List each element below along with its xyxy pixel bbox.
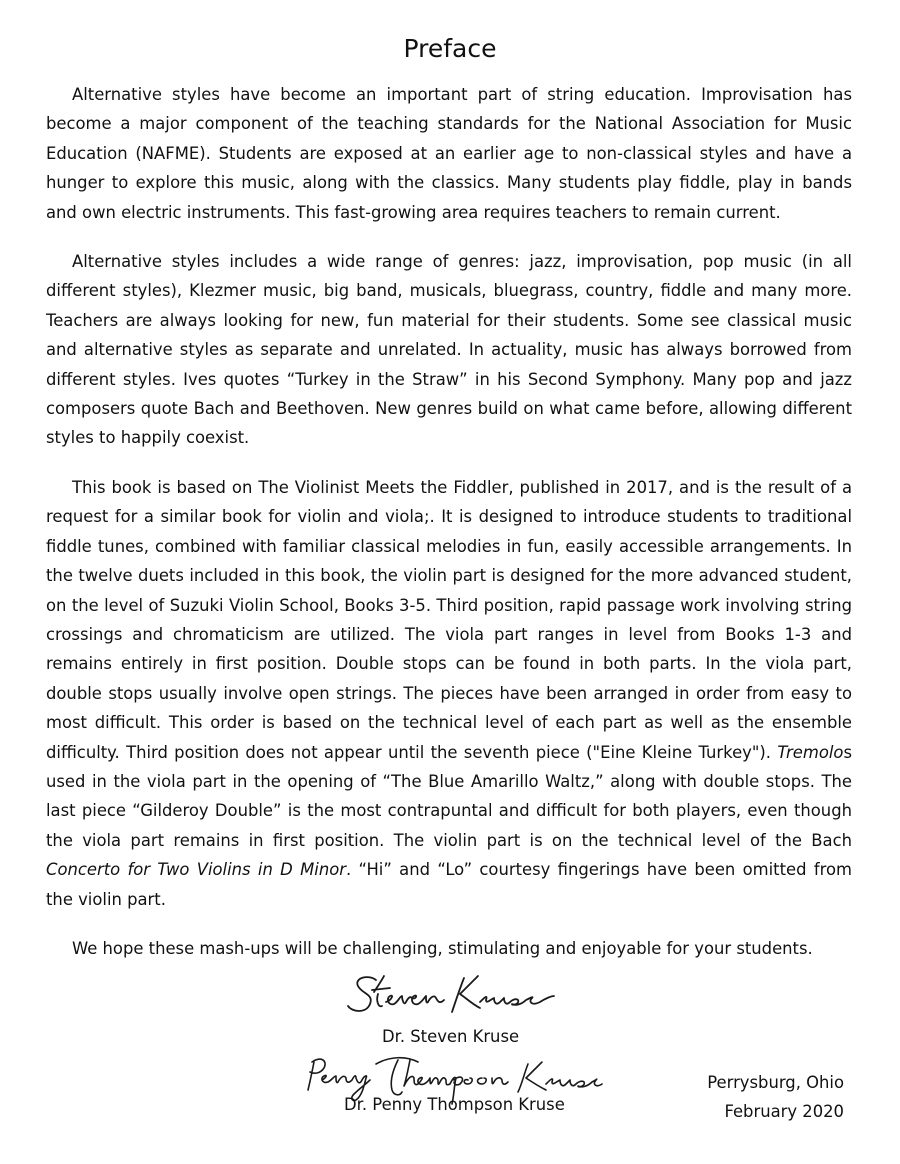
paragraph-2: Alternative styles includes a wide range of genres: jazz, improvisation, pop music (in all different styles), Klezmer music, big band, musicals, bluegrass, country, fiddle and many more. Teachers are always looking for new, fun material for their students. Some see classical music and alternative styles as separate and unrelated. In actuality, music has always borrowed from different styles. Ives quotes “Turkey in the Straw” in his Second Symphony. Many pop and jazz composers quote Bach and Beethoven. New genres build on what came before, allowing different styles to happily coexist. bbox=[46, 252, 852, 448]
tremolo-italic: Tremolo bbox=[777, 742, 844, 762]
paragraph-3-part-c: . “Hi” and “Lo” courtesy fingerings have been omitted from the violin part. bbox=[46, 860, 852, 909]
paragraph-3-part-a: This book is based on The Violinist Meets the Fiddler, published in 2017, and is the result of a request for a similar book for violin and viola;. It is designed to introduce students to traditional fiddle tunes, combined with familiar classical melodies in fun, easily accessible arrangements. In the twelve duets included in this book, the violin part is designed for the more advanced student, on the level of Suzuki Violin School, Books 3-5. Third position, rapid passage work involving string crossings and chromaticism are utilized. The viola part ranges in level from Books 1-3 and remains entirely in first position. Double stops can be found in both parts. In the viola part, double stops usually involve open strings. The pieces have been arranged in order from easy to most difficult. This order is based on the technical level of each part as well as the ensemble difficulty. Third position does not appear until the seventh piece ("Eine Kleine Turkey"). bbox=[46, 477, 852, 762]
penny-thompson-kruse-name: Dr. Penny Thompson Kruse bbox=[344, 1095, 565, 1114]
paragraph-4: We hope these mash-ups will be challenging, stimulating and enjoyable for your students. bbox=[72, 938, 813, 958]
location-date: February 2020 bbox=[724, 1102, 844, 1121]
steven-kruse-signature bbox=[346, 968, 556, 1022]
page-title: Preface bbox=[403, 34, 497, 63]
preface-body bbox=[46, 80, 852, 963]
steven-kruse-name: Dr. Steven Kruse bbox=[382, 1027, 520, 1046]
paragraph-1: Alternative styles have become an important part of string education. Improvisation has become a major component of the teaching standards for the National Association for Music Education (NAFME). Students are exposed at an earlier age to non-classical styles and have a hunger to explore this music, along with the classics. Many students play fiddle, play in bands and own electric instruments. This fast-growing area requires teachers to remain current. bbox=[46, 85, 852, 222]
location-city: Perrysburg, Ohio bbox=[707, 1073, 844, 1092]
paragraph-3-part-b: s used in the viola part in the opening of “The Blue Amarillo Waltz,” along with double stops. The last piece “Gilderoy Double” is the most contrapuntal and difficult for both players, even though the viola part remains in first position. The violin part is on the technical level of the Bach bbox=[46, 742, 852, 850]
paragraph-3 bbox=[46, 473, 852, 914]
steven-kruse-signature-drawing bbox=[346, 968, 556, 1022]
concerto-title-italic: Concerto for Two Violins in D Minor bbox=[46, 860, 346, 880]
